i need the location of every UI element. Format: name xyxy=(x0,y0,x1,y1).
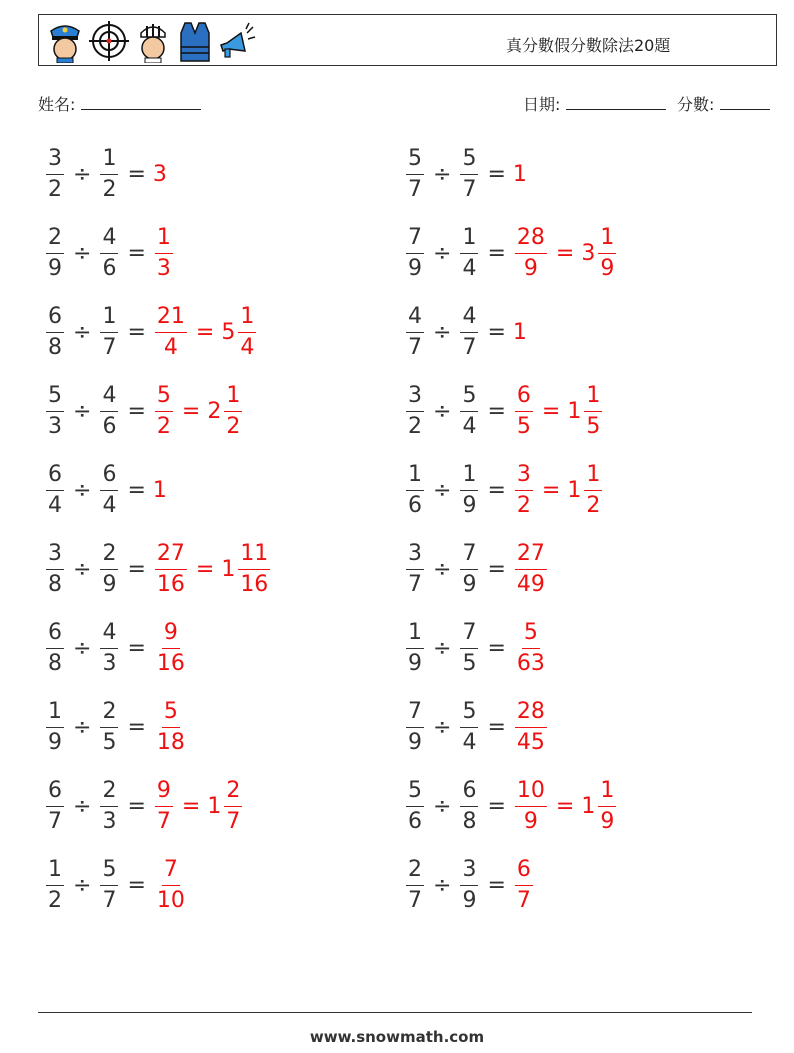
numerator: 1 xyxy=(460,464,478,491)
divide-sign: ÷ xyxy=(73,477,92,503)
operand-fraction xyxy=(460,224,478,281)
numerator: 6 xyxy=(460,780,478,807)
name-label: 姓名: xyxy=(38,95,76,114)
answer-mixed-whole: 1 xyxy=(567,477,582,503)
denominator: 2 xyxy=(48,887,62,913)
numerator: 5 xyxy=(162,701,180,728)
operand-fraction xyxy=(100,145,118,202)
numerator: 1 xyxy=(598,227,616,254)
denominator: 9 xyxy=(600,808,615,834)
denominator: 3 xyxy=(156,255,171,281)
equals-sign: = xyxy=(127,872,146,898)
problem-item xyxy=(44,775,244,837)
denominator: 2 xyxy=(156,413,171,439)
problem-item xyxy=(404,380,604,442)
numerator: 1 xyxy=(46,859,64,886)
denominator: 8 xyxy=(48,571,62,597)
equals-sign: = xyxy=(487,398,506,424)
numerator: 4 xyxy=(406,306,424,333)
answer-mixed-whole: 1 xyxy=(581,793,596,819)
police-officer-icon xyxy=(45,19,85,63)
operand-fraction xyxy=(406,540,424,597)
name-blank[interactable] xyxy=(81,95,201,110)
numerator: 2 xyxy=(100,543,118,570)
divide-sign: ÷ xyxy=(73,319,92,345)
equals-sign: = xyxy=(127,793,146,819)
answer-mixed-whole: 3 xyxy=(581,240,596,266)
numerator: 7 xyxy=(406,701,424,728)
answer-mixed-whole: 5 xyxy=(221,319,236,345)
divide-sign: ÷ xyxy=(433,319,452,345)
name-field xyxy=(38,92,201,115)
equals-sign: = xyxy=(127,161,146,187)
operand-fraction xyxy=(46,145,64,202)
equals-sign: = xyxy=(487,793,506,819)
problem-item xyxy=(404,538,549,600)
numerator: 27 xyxy=(155,543,187,570)
denominator: 4 xyxy=(462,255,477,281)
denominator: 16 xyxy=(240,571,269,597)
answer-fraction xyxy=(515,777,547,834)
denominator: 7 xyxy=(462,334,477,360)
denominator: 7 xyxy=(102,334,117,360)
divide-sign: ÷ xyxy=(433,240,452,266)
divide-sign: ÷ xyxy=(433,635,452,661)
denominator: 7 xyxy=(516,887,531,913)
equals-sign: = xyxy=(541,398,561,424)
vest-icon xyxy=(177,19,213,63)
operand-fraction xyxy=(460,698,478,755)
denominator: 7 xyxy=(408,887,422,913)
divide-sign: ÷ xyxy=(73,714,92,740)
denominator: 9 xyxy=(523,808,538,834)
operand-fraction xyxy=(46,461,64,518)
numerator: 4 xyxy=(100,227,118,254)
numerator: 11 xyxy=(238,543,270,570)
denominator: 9 xyxy=(600,255,615,281)
denominator: 7 xyxy=(408,571,422,597)
numerator: 1 xyxy=(584,464,602,491)
score-label: 分數: xyxy=(677,95,715,114)
answer-fraction xyxy=(238,540,270,597)
denominator: 2 xyxy=(48,176,62,202)
problem-item xyxy=(404,459,604,521)
answer-fraction xyxy=(155,540,187,597)
numerator: 1 xyxy=(598,780,616,807)
operand-fraction xyxy=(406,224,424,281)
numerator: 9 xyxy=(162,622,180,649)
problem-item xyxy=(404,222,618,284)
answer-fraction xyxy=(584,461,602,518)
header-icons xyxy=(45,19,257,63)
denominator: 45 xyxy=(516,729,545,755)
problem-item xyxy=(44,222,175,284)
numerator: 7 xyxy=(460,543,478,570)
numerator: 6 xyxy=(46,622,64,649)
numerator: 4 xyxy=(100,385,118,412)
numerator: 6 xyxy=(100,464,118,491)
numerator: 6 xyxy=(515,859,533,886)
answer-fraction xyxy=(515,540,547,597)
numerator: 1 xyxy=(224,385,242,412)
divide-sign: ÷ xyxy=(73,556,92,582)
problem-item xyxy=(404,617,549,679)
divide-sign: ÷ xyxy=(73,635,92,661)
problem-item xyxy=(404,301,527,363)
numerator: 1 xyxy=(46,701,64,728)
operand-fraction xyxy=(460,461,478,518)
worksheet-title: 真分數假分數除法20題 xyxy=(506,36,671,55)
divide-sign: ÷ xyxy=(433,714,452,740)
operand-fraction xyxy=(100,777,118,834)
numerator: 21 xyxy=(155,306,187,333)
numerator: 6 xyxy=(46,780,64,807)
answer-fraction xyxy=(515,856,533,913)
answer-fraction xyxy=(515,224,547,281)
denominator: 5 xyxy=(102,729,117,755)
answer-fraction xyxy=(155,698,187,755)
answer-fraction xyxy=(598,224,616,281)
numerator: 27 xyxy=(515,543,547,570)
denominator: 3 xyxy=(48,413,62,439)
operand-fraction xyxy=(100,461,118,518)
date-label: 日期: xyxy=(523,95,561,114)
operand-fraction xyxy=(460,540,478,597)
equals-sign: = xyxy=(487,635,506,661)
answer-whole: 1 xyxy=(512,161,527,187)
megaphone-icon xyxy=(217,19,257,63)
denominator: 4 xyxy=(462,413,477,439)
denominator: 2 xyxy=(226,413,241,439)
problem-item xyxy=(44,380,244,442)
operand-fraction xyxy=(460,777,478,834)
equals-sign: = xyxy=(127,714,146,740)
operand-fraction xyxy=(406,619,424,676)
answer-fraction xyxy=(155,382,173,439)
denominator: 2 xyxy=(586,492,601,518)
operand-fraction xyxy=(406,303,424,360)
equals-sign: = xyxy=(487,319,506,345)
denominator: 9 xyxy=(48,729,62,755)
denominator: 4 xyxy=(102,492,117,518)
answer-mixed-whole: 1 xyxy=(207,793,222,819)
denominator: 9 xyxy=(102,571,117,597)
equals-sign: = xyxy=(127,398,146,424)
denominator: 2 xyxy=(102,176,117,202)
denominator: 9 xyxy=(523,255,538,281)
divide-sign: ÷ xyxy=(433,793,452,819)
numerator: 3 xyxy=(515,464,533,491)
numerator: 1 xyxy=(584,385,602,412)
problem-item xyxy=(404,775,618,837)
answer-fraction xyxy=(155,856,187,913)
problem-item xyxy=(404,143,527,205)
numerator: 3 xyxy=(46,543,64,570)
numerator: 2 xyxy=(100,701,118,728)
equals-sign: = xyxy=(555,793,575,819)
numerator: 3 xyxy=(406,543,424,570)
divide-sign: ÷ xyxy=(73,793,92,819)
numerator: 4 xyxy=(460,306,478,333)
operand-fraction xyxy=(406,856,424,913)
denominator: 6 xyxy=(102,413,117,439)
denominator: 49 xyxy=(516,571,545,597)
denominator: 9 xyxy=(408,650,422,676)
equals-sign: = xyxy=(487,556,506,582)
problem-item xyxy=(44,617,189,679)
denominator: 6 xyxy=(408,492,422,518)
prisoner-icon xyxy=(133,19,173,63)
operand-fraction xyxy=(406,461,424,518)
crosshair-icon xyxy=(89,19,129,63)
answer-fraction xyxy=(224,777,242,834)
answer-fraction xyxy=(515,619,547,676)
operand-fraction xyxy=(406,145,424,202)
equals-sign: = xyxy=(195,556,215,582)
operand-fraction xyxy=(100,619,118,676)
equals-sign: = xyxy=(195,319,215,345)
equals-sign: = xyxy=(127,240,146,266)
operand-fraction xyxy=(46,540,64,597)
answer-fraction xyxy=(155,619,187,676)
divide-sign: ÷ xyxy=(73,161,92,187)
denominator: 9 xyxy=(462,571,477,597)
denominator: 7 xyxy=(156,808,171,834)
numerator: 1 xyxy=(155,227,173,254)
numerator: 9 xyxy=(155,780,173,807)
numerator: 5 xyxy=(406,780,424,807)
numerator: 5 xyxy=(155,385,173,412)
numerator: 6 xyxy=(515,385,533,412)
denominator: 3 xyxy=(102,808,117,834)
equals-sign: = xyxy=(487,161,506,187)
operand-fraction xyxy=(100,540,118,597)
denominator: 4 xyxy=(240,334,255,360)
answer-whole: 3 xyxy=(152,161,167,187)
numerator: 5 xyxy=(460,701,478,728)
denominator: 9 xyxy=(408,255,422,281)
denominator: 8 xyxy=(48,650,62,676)
denominator: 3 xyxy=(102,650,117,676)
problem-item xyxy=(44,538,272,600)
numerator: 1 xyxy=(238,306,256,333)
answer-fraction xyxy=(515,698,547,755)
answer-fraction xyxy=(224,382,242,439)
denominator: 6 xyxy=(408,808,422,834)
numerator: 3 xyxy=(460,859,478,886)
answer-fraction xyxy=(155,303,187,360)
denominator: 9 xyxy=(48,255,62,281)
divide-sign: ÷ xyxy=(433,161,452,187)
footer-url: www.snowmath.com xyxy=(309,1028,485,1046)
answer-fraction xyxy=(238,303,256,360)
numerator: 1 xyxy=(460,227,478,254)
numerator: 28 xyxy=(515,701,547,728)
operand-fraction xyxy=(46,856,64,913)
date-blank[interactable] xyxy=(566,95,666,110)
answer-fraction xyxy=(584,382,602,439)
divide-sign: ÷ xyxy=(433,398,452,424)
operand-fraction xyxy=(460,619,478,676)
numerator: 7 xyxy=(162,859,180,886)
numerator: 5 xyxy=(46,385,64,412)
score-blank[interactable] xyxy=(720,95,770,110)
operand-fraction xyxy=(100,224,118,281)
denominator: 16 xyxy=(156,650,185,676)
problem-item xyxy=(44,696,189,758)
answer-fraction xyxy=(155,224,173,281)
numerator: 5 xyxy=(100,859,118,886)
numerator: 7 xyxy=(406,227,424,254)
divide-sign: ÷ xyxy=(433,477,452,503)
equals-sign: = xyxy=(487,477,506,503)
numerator: 1 xyxy=(100,306,118,333)
operand-fraction xyxy=(100,382,118,439)
problem-item xyxy=(44,854,189,916)
operand-fraction xyxy=(46,777,64,834)
numerator: 2 xyxy=(224,780,242,807)
denominator: 7 xyxy=(462,176,477,202)
numerator: 5 xyxy=(522,622,540,649)
divide-sign: ÷ xyxy=(433,872,452,898)
operand-fraction xyxy=(100,303,118,360)
numerator: 3 xyxy=(406,385,424,412)
operand-fraction xyxy=(460,856,478,913)
denominator: 9 xyxy=(408,729,422,755)
answer-mixed-whole: 1 xyxy=(221,556,236,582)
divide-sign: ÷ xyxy=(73,398,92,424)
numerator: 4 xyxy=(100,622,118,649)
date-field xyxy=(523,92,666,115)
denominator: 9 xyxy=(462,887,477,913)
denominator: 4 xyxy=(48,492,62,518)
denominator: 8 xyxy=(462,808,477,834)
denominator: 5 xyxy=(462,650,477,676)
problem-item xyxy=(44,459,167,521)
denominator: 2 xyxy=(408,413,422,439)
operand-fraction xyxy=(46,382,64,439)
answer-mixed-whole: 2 xyxy=(207,398,222,424)
numerator: 2 xyxy=(406,859,424,886)
operand-fraction xyxy=(100,856,118,913)
operand-fraction xyxy=(46,303,64,360)
footer-divider xyxy=(38,1012,752,1013)
denominator: 5 xyxy=(586,413,601,439)
numerator: 2 xyxy=(100,780,118,807)
problem-item xyxy=(44,301,258,363)
answer-whole: 1 xyxy=(512,319,527,345)
numerator: 10 xyxy=(515,780,547,807)
numerator: 6 xyxy=(46,464,64,491)
denominator: 4 xyxy=(163,334,178,360)
numerator: 1 xyxy=(406,464,424,491)
denominator: 10 xyxy=(156,887,185,913)
answer-mixed-whole: 1 xyxy=(567,398,582,424)
denominator: 7 xyxy=(408,176,422,202)
operand-fraction xyxy=(406,777,424,834)
numerator: 28 xyxy=(515,227,547,254)
denominator: 7 xyxy=(48,808,62,834)
equals-sign: = xyxy=(181,398,201,424)
answer-fraction xyxy=(515,461,533,518)
equals-sign: = xyxy=(127,556,146,582)
denominator: 7 xyxy=(102,887,117,913)
operand-fraction xyxy=(460,382,478,439)
numerator: 5 xyxy=(460,385,478,412)
problem-item xyxy=(404,854,535,916)
answer-whole: 1 xyxy=(152,477,167,503)
answer-fraction xyxy=(515,382,533,439)
numerator: 1 xyxy=(406,622,424,649)
denominator: 7 xyxy=(226,808,241,834)
operand-fraction xyxy=(460,303,478,360)
denominator: 4 xyxy=(462,729,477,755)
operand-fraction xyxy=(406,698,424,755)
equals-sign: = xyxy=(487,872,506,898)
equals-sign: = xyxy=(487,714,506,740)
denominator: 5 xyxy=(516,413,531,439)
operand-fraction xyxy=(406,382,424,439)
numerator: 3 xyxy=(46,148,64,175)
numerator: 5 xyxy=(460,148,478,175)
denominator: 63 xyxy=(516,650,545,676)
equals-sign: = xyxy=(127,477,146,503)
operand-fraction xyxy=(100,698,118,755)
equals-sign: = xyxy=(181,793,201,819)
numerator: 1 xyxy=(100,148,118,175)
worksheet-header xyxy=(38,14,777,66)
equals-sign: = xyxy=(127,319,146,345)
equals-sign: = xyxy=(541,477,561,503)
answer-fraction xyxy=(598,777,616,834)
score-field xyxy=(677,92,770,115)
denominator: 6 xyxy=(102,255,117,281)
numerator: 6 xyxy=(46,306,64,333)
problem-item xyxy=(44,143,167,205)
problem-item xyxy=(404,696,549,758)
numerator: 2 xyxy=(46,227,64,254)
numerator: 7 xyxy=(460,622,478,649)
denominator: 2 xyxy=(516,492,531,518)
denominator: 9 xyxy=(462,492,477,518)
answer-fraction xyxy=(155,777,173,834)
denominator: 16 xyxy=(156,571,185,597)
numerator: 5 xyxy=(406,148,424,175)
operand-fraction xyxy=(46,698,64,755)
denominator: 7 xyxy=(408,334,422,360)
equals-sign: = xyxy=(487,240,506,266)
divide-sign: ÷ xyxy=(433,556,452,582)
operand-fraction xyxy=(460,145,478,202)
equals-sign: = xyxy=(127,635,146,661)
operand-fraction xyxy=(46,224,64,281)
divide-sign: ÷ xyxy=(73,872,92,898)
operand-fraction xyxy=(46,619,64,676)
denominator: 18 xyxy=(156,729,185,755)
denominator: 8 xyxy=(48,334,62,360)
equals-sign: = xyxy=(555,240,575,266)
divide-sign: ÷ xyxy=(73,240,92,266)
